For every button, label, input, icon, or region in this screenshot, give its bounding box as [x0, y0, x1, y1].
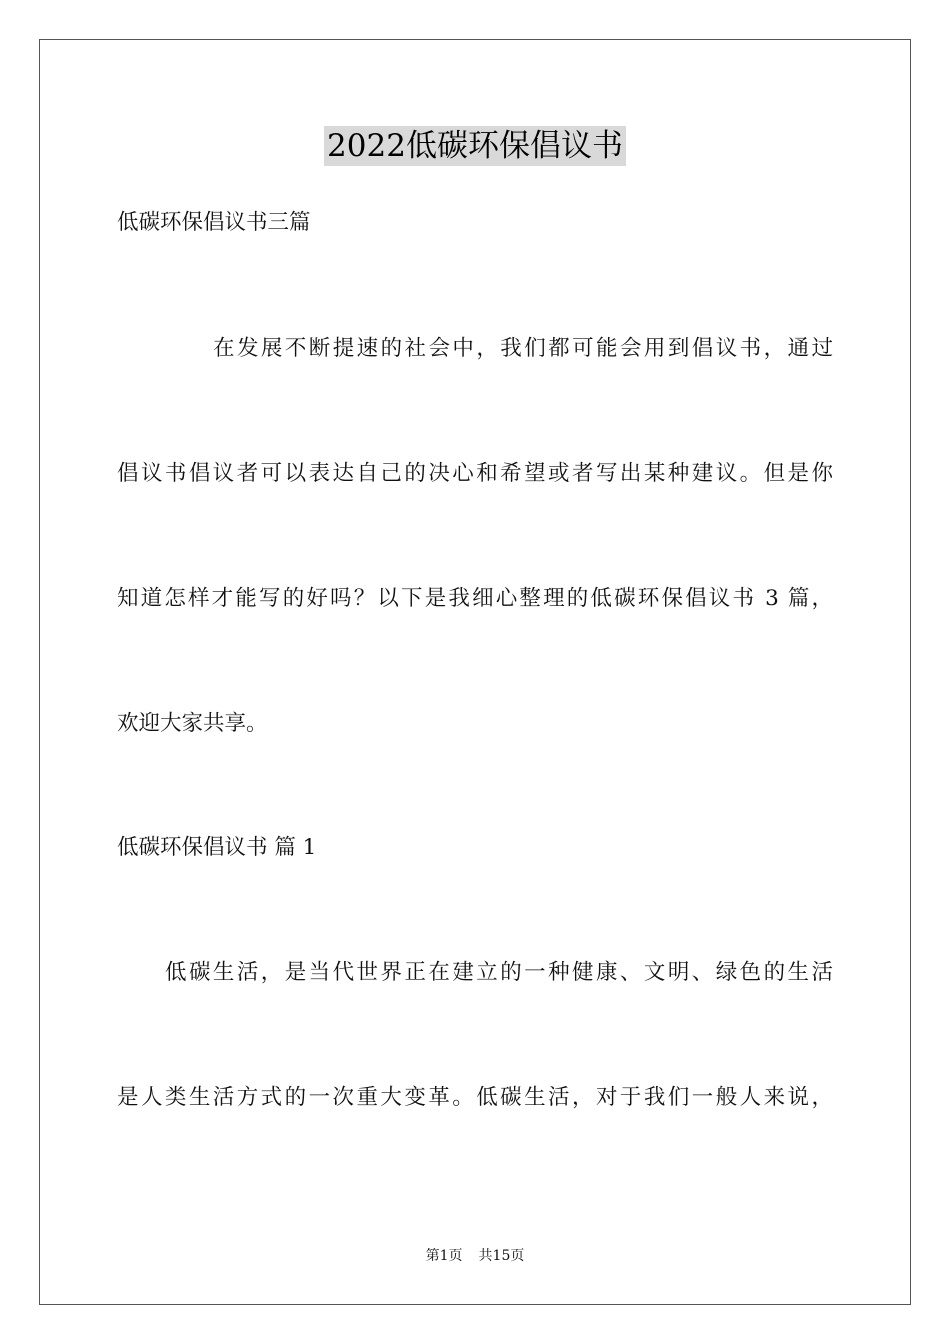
page-footer: [0, 1246, 950, 1266]
section-line-2: 是人类生活方式的一次重大变革。低碳生活，对于我们一般人来说，: [117, 1085, 833, 1110]
section-heading: 低碳环保倡议书 篇 1: [117, 835, 317, 860]
page-number: 第1页: [425, 1248, 463, 1264]
document-title: 2022低碳环保倡议书: [324, 126, 626, 166]
intro-line-2: 倡议书倡议者可以表达自己的决心和希望或者写出某种建议。但是你: [117, 461, 833, 486]
section-line-1: 低碳生活，是当代世界正在建立的一种健康、文明、绿色的生活: [165, 960, 833, 985]
page-total: 共15页: [478, 1248, 525, 1264]
intro-line-3: 知道怎样才能写的好吗？以下是我细心整理的低碳环保倡议书 3 篇，: [117, 586, 833, 611]
intro-line-1: 在发展不断提速的社会中，我们都可能会用到倡议书，通过: [213, 336, 833, 361]
title-container: [0, 126, 950, 166]
document-subtitle: 低碳环保倡议书三篇: [117, 210, 311, 235]
intro-line-4: 欢迎大家共享。: [117, 711, 268, 736]
